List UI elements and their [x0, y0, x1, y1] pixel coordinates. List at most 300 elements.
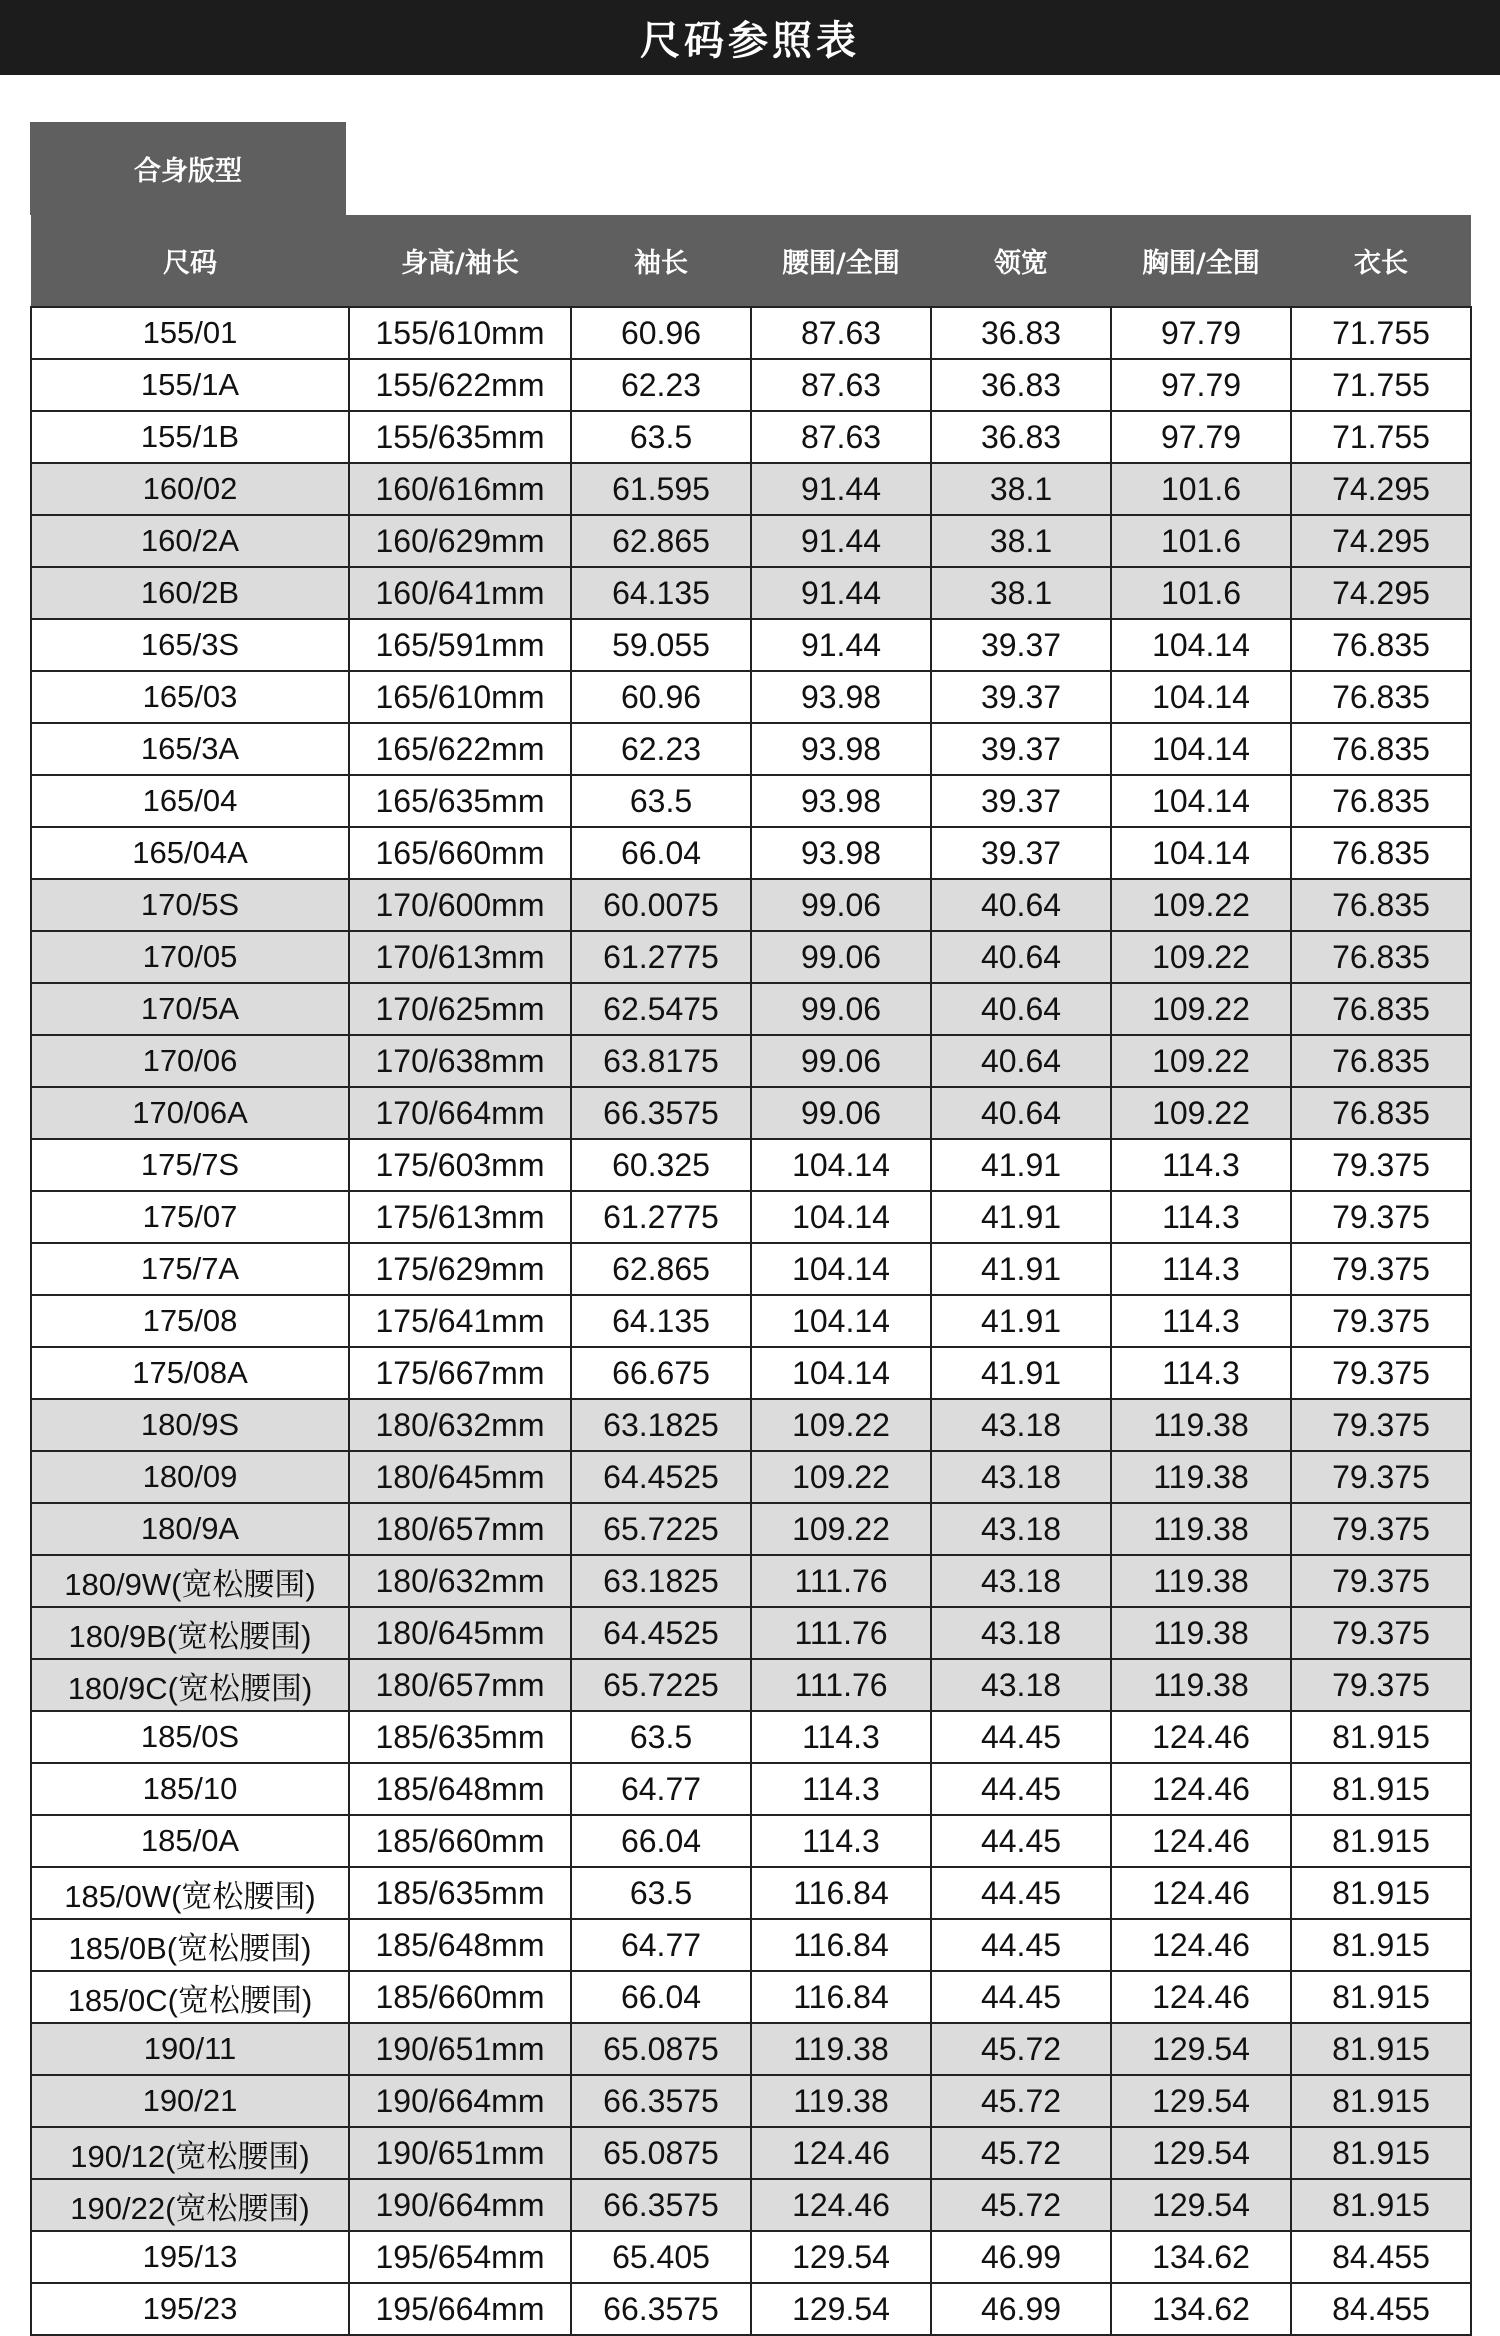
height-sleeve-cell: 165/622mm: [349, 723, 571, 775]
table-row: [31, 879, 1471, 931]
length-cell: 76.835: [1291, 1035, 1471, 1087]
length-cell: 81.915: [1291, 1971, 1471, 2023]
sleeve-cell: 64.77: [571, 1763, 751, 1815]
length-cell: 79.375: [1291, 1295, 1471, 1347]
waist-cell: 99.06: [751, 1087, 931, 1139]
table-row: [31, 463, 1471, 515]
height-sleeve-cell: 170/638mm: [349, 1035, 571, 1087]
length-cell: 81.915: [1291, 2179, 1471, 2231]
height-sleeve-cell: 165/635mm: [349, 775, 571, 827]
length-cell: 71.755: [1291, 359, 1471, 411]
waist-cell: 104.14: [751, 1347, 931, 1399]
sleeve-cell: 64.135: [571, 1295, 751, 1347]
sleeve-cell: 62.23: [571, 723, 751, 775]
table-body: [31, 307, 1471, 2335]
table-row: [31, 2127, 1471, 2179]
table-row: [31, 1139, 1471, 1191]
waist-cell: 111.76: [751, 1607, 931, 1659]
height-sleeve-cell: 195/664mm: [349, 2283, 571, 2335]
size-cell: 175/7A: [31, 1243, 349, 1295]
size-cell: 175/08: [31, 1295, 349, 1347]
chest-cell: 104.14: [1111, 827, 1291, 879]
chest-cell: 124.46: [1111, 1711, 1291, 1763]
size-cell: 165/3A: [31, 723, 349, 775]
table-row: [31, 1503, 1471, 1555]
table-row: [31, 2179, 1471, 2231]
waist-cell: 116.84: [751, 1919, 931, 1971]
column-header-length: 衣长: [1291, 215, 1471, 307]
size-cell: 170/06: [31, 1035, 349, 1087]
collar-cell: 36.83: [931, 359, 1111, 411]
chest-cell: 119.38: [1111, 1451, 1291, 1503]
length-cell: 76.835: [1291, 671, 1471, 723]
height-sleeve-cell: 180/645mm: [349, 1451, 571, 1503]
size-cell: 190/11: [31, 2023, 349, 2075]
collar-cell: 41.91: [931, 1347, 1111, 1399]
table-row: [31, 983, 1471, 1035]
chest-cell: 124.46: [1111, 1919, 1291, 1971]
length-cell: 76.835: [1291, 775, 1471, 827]
height-sleeve-cell: 195/654mm: [349, 2231, 571, 2283]
table-row: [31, 2231, 1471, 2283]
sleeve-cell: 66.04: [571, 1815, 751, 1867]
collar-cell: 38.1: [931, 567, 1111, 619]
waist-cell: 116.84: [751, 1867, 931, 1919]
chest-cell: 114.3: [1111, 1243, 1291, 1295]
length-cell: 84.455: [1291, 2283, 1471, 2335]
size-cell: 175/08A: [31, 1347, 349, 1399]
height-sleeve-cell: 180/645mm: [349, 1607, 571, 1659]
waist-cell: 87.63: [751, 359, 931, 411]
collar-cell: 39.37: [931, 827, 1111, 879]
collar-cell: 36.83: [931, 307, 1111, 359]
size-cell: 170/05: [31, 931, 349, 983]
waist-cell: 104.14: [751, 1139, 931, 1191]
chest-cell: 129.54: [1111, 2179, 1291, 2231]
collar-cell: 44.45: [931, 1711, 1111, 1763]
length-cell: 81.915: [1291, 2075, 1471, 2127]
sleeve-cell: 66.04: [571, 1971, 751, 2023]
waist-cell: 87.63: [751, 307, 931, 359]
waist-cell: 129.54: [751, 2283, 931, 2335]
chest-cell: 104.14: [1111, 723, 1291, 775]
waist-cell: 91.44: [751, 567, 931, 619]
table-row: [31, 775, 1471, 827]
length-cell: 81.915: [1291, 1867, 1471, 1919]
table-row: [31, 1295, 1471, 1347]
chest-cell: 129.54: [1111, 2075, 1291, 2127]
chest-cell: 134.62: [1111, 2283, 1291, 2335]
length-cell: 79.375: [1291, 1139, 1471, 1191]
size-cell: 160/2A: [31, 515, 349, 567]
collar-cell: 39.37: [931, 671, 1111, 723]
chest-cell: 97.79: [1111, 411, 1291, 463]
collar-cell: 43.18: [931, 1555, 1111, 1607]
table-row: [31, 2283, 1471, 2335]
chest-cell: 109.22: [1111, 1035, 1291, 1087]
table-row: [31, 567, 1471, 619]
size-cell: 180/09: [31, 1451, 349, 1503]
column-header-waist: 腰围/全围: [751, 215, 931, 307]
length-cell: 76.835: [1291, 619, 1471, 671]
height-sleeve-cell: 175/603mm: [349, 1139, 571, 1191]
table-row: [31, 1555, 1471, 1607]
sleeve-cell: 65.7225: [571, 1503, 751, 1555]
height-sleeve-cell: 190/664mm: [349, 2075, 571, 2127]
size-cell: 185/0C(宽松腰围): [31, 1971, 349, 2023]
size-cell: 165/04: [31, 775, 349, 827]
table-row: [31, 1451, 1471, 1503]
table-row: [31, 1867, 1471, 1919]
length-cell: 74.295: [1291, 515, 1471, 567]
length-cell: 79.375: [1291, 1347, 1471, 1399]
chest-cell: 104.14: [1111, 775, 1291, 827]
length-cell: 81.915: [1291, 2127, 1471, 2179]
column-header-size: 尺码: [31, 215, 349, 307]
size-cell: 195/13: [31, 2231, 349, 2283]
column-header-sleeve: 袖长: [571, 215, 751, 307]
length-cell: 79.375: [1291, 1451, 1471, 1503]
chest-cell: 119.38: [1111, 1503, 1291, 1555]
sleeve-cell: 63.1825: [571, 1555, 751, 1607]
waist-cell: 129.54: [751, 2231, 931, 2283]
collar-cell: 43.18: [931, 1399, 1111, 1451]
sleeve-cell: 64.77: [571, 1919, 751, 1971]
length-cell: 76.835: [1291, 827, 1471, 879]
sleeve-cell: 61.2775: [571, 1191, 751, 1243]
collar-cell: 44.45: [931, 1971, 1111, 2023]
length-cell: 71.755: [1291, 307, 1471, 359]
table-row: [31, 931, 1471, 983]
collar-cell: 39.37: [931, 775, 1111, 827]
chest-cell: 114.3: [1111, 1139, 1291, 1191]
waist-cell: 109.22: [751, 1503, 931, 1555]
size-cell: 180/9B(宽松腰围): [31, 1607, 349, 1659]
table-row: [31, 1711, 1471, 1763]
height-sleeve-cell: 185/660mm: [349, 1815, 571, 1867]
chest-cell: 101.6: [1111, 567, 1291, 619]
collar-cell: 44.45: [931, 1763, 1111, 1815]
table-row: [31, 359, 1471, 411]
length-cell: 79.375: [1291, 1191, 1471, 1243]
sleeve-cell: 66.675: [571, 1347, 751, 1399]
height-sleeve-cell: 185/635mm: [349, 1711, 571, 1763]
height-sleeve-cell: 175/629mm: [349, 1243, 571, 1295]
size-cell: 190/22(宽松腰围): [31, 2179, 349, 2231]
page-title: 尺码参照表: [0, 0, 1500, 75]
length-cell: 76.835: [1291, 1087, 1471, 1139]
length-cell: 79.375: [1291, 1555, 1471, 1607]
table-row: [31, 1607, 1471, 1659]
chest-cell: 109.22: [1111, 879, 1291, 931]
length-cell: 81.915: [1291, 1815, 1471, 1867]
height-sleeve-cell: 180/632mm: [349, 1399, 571, 1451]
sleeve-cell: 62.865: [571, 1243, 751, 1295]
collar-cell: 39.37: [931, 619, 1111, 671]
chest-cell: 129.54: [1111, 2023, 1291, 2075]
sleeve-cell: 66.3575: [571, 2179, 751, 2231]
size-cell: 185/0B(宽松腰围): [31, 1919, 349, 1971]
height-sleeve-cell: 155/610mm: [349, 307, 571, 359]
chest-cell: 119.38: [1111, 1555, 1291, 1607]
table-row: [31, 2075, 1471, 2127]
height-sleeve-cell: 185/660mm: [349, 1971, 571, 2023]
length-cell: 84.455: [1291, 2231, 1471, 2283]
waist-cell: 99.06: [751, 879, 931, 931]
collar-cell: 40.64: [931, 1087, 1111, 1139]
collar-cell: 45.72: [931, 2127, 1111, 2179]
collar-cell: 46.99: [931, 2283, 1111, 2335]
sleeve-cell: 61.595: [571, 463, 751, 515]
height-sleeve-cell: 190/664mm: [349, 2179, 571, 2231]
waist-cell: 111.76: [751, 1659, 931, 1711]
sleeve-cell: 64.4525: [571, 1451, 751, 1503]
size-cell: 155/1A: [31, 359, 349, 411]
length-cell: 76.835: [1291, 723, 1471, 775]
height-sleeve-cell: 165/660mm: [349, 827, 571, 879]
sleeve-cell: 62.5475: [571, 983, 751, 1035]
sleeve-cell: 63.5: [571, 411, 751, 463]
collar-cell: 44.45: [931, 1867, 1111, 1919]
chest-cell: 124.46: [1111, 1763, 1291, 1815]
length-cell: 79.375: [1291, 1607, 1471, 1659]
table-row: [31, 411, 1471, 463]
height-sleeve-cell: 170/664mm: [349, 1087, 571, 1139]
sleeve-cell: 59.055: [571, 619, 751, 671]
height-sleeve-cell: 160/629mm: [349, 515, 571, 567]
table-row: [31, 1971, 1471, 2023]
waist-cell: 114.3: [751, 1815, 931, 1867]
length-cell: 81.915: [1291, 2023, 1471, 2075]
size-cell: 185/0S: [31, 1711, 349, 1763]
waist-cell: 124.46: [751, 2127, 931, 2179]
size-cell: 165/03: [31, 671, 349, 723]
collar-cell: 40.64: [931, 1035, 1111, 1087]
table-row: [31, 515, 1471, 567]
collar-cell: 36.83: [931, 411, 1111, 463]
table-header-row: [31, 215, 1471, 307]
length-cell: 79.375: [1291, 1503, 1471, 1555]
sleeve-cell: 60.96: [571, 671, 751, 723]
sleeve-cell: 64.135: [571, 567, 751, 619]
height-sleeve-cell: 170/600mm: [349, 879, 571, 931]
sleeve-cell: 66.3575: [571, 2075, 751, 2127]
height-sleeve-cell: 190/651mm: [349, 2127, 571, 2179]
waist-cell: 91.44: [751, 463, 931, 515]
table-row: [31, 1659, 1471, 1711]
chest-cell: 114.3: [1111, 1347, 1291, 1399]
waist-cell: 119.38: [751, 2023, 931, 2075]
height-sleeve-cell: 180/657mm: [349, 1503, 571, 1555]
waist-cell: 91.44: [751, 619, 931, 671]
length-cell: 71.755: [1291, 411, 1471, 463]
height-sleeve-cell: 185/635mm: [349, 1867, 571, 1919]
chest-cell: 101.6: [1111, 515, 1291, 567]
sleeve-cell: 63.5: [571, 1711, 751, 1763]
size-cell: 165/04A: [31, 827, 349, 879]
length-cell: 79.375: [1291, 1659, 1471, 1711]
sleeve-cell: 62.865: [571, 515, 751, 567]
sleeve-cell: 63.5: [571, 775, 751, 827]
table-row: [31, 307, 1471, 359]
waist-cell: 114.3: [751, 1763, 931, 1815]
sleeve-cell: 63.1825: [571, 1399, 751, 1451]
sleeve-cell: 66.3575: [571, 1087, 751, 1139]
length-cell: 74.295: [1291, 567, 1471, 619]
size-cell: 185/0A: [31, 1815, 349, 1867]
size-cell: 160/2B: [31, 567, 349, 619]
waist-cell: 111.76: [751, 1555, 931, 1607]
table-row: [31, 1035, 1471, 1087]
column-header-collar: 领宽: [931, 215, 1111, 307]
column-header-height-sleeve: 身高/袖长: [349, 215, 571, 307]
chest-cell: 134.62: [1111, 2231, 1291, 2283]
table-row: [31, 723, 1471, 775]
chest-cell: 119.38: [1111, 1659, 1291, 1711]
length-cell: 74.295: [1291, 463, 1471, 515]
chest-cell: 109.22: [1111, 931, 1291, 983]
waist-cell: 109.22: [751, 1399, 931, 1451]
waist-cell: 116.84: [751, 1971, 931, 2023]
height-sleeve-cell: 160/616mm: [349, 463, 571, 515]
table-row: [31, 827, 1471, 879]
table-row: [31, 671, 1471, 723]
column-header-chest: 胸围/全围: [1111, 215, 1291, 307]
size-cell: 155/1B: [31, 411, 349, 463]
height-sleeve-cell: 165/610mm: [349, 671, 571, 723]
table-row: [31, 1243, 1471, 1295]
collar-cell: 41.91: [931, 1295, 1111, 1347]
size-cell: 165/3S: [31, 619, 349, 671]
chest-cell: 119.38: [1111, 1607, 1291, 1659]
waist-cell: 99.06: [751, 931, 931, 983]
collar-cell: 41.91: [931, 1191, 1111, 1243]
sleeve-cell: 65.405: [571, 2231, 751, 2283]
collar-cell: 45.72: [931, 2179, 1111, 2231]
sleeve-cell: 65.0875: [571, 2127, 751, 2179]
chest-cell: 101.6: [1111, 463, 1291, 515]
waist-cell: 104.14: [751, 1295, 931, 1347]
sleeve-cell: 66.04: [571, 827, 751, 879]
sleeve-cell: 66.3575: [571, 2283, 751, 2335]
table-row: [31, 1919, 1471, 1971]
collar-cell: 46.99: [931, 2231, 1111, 2283]
height-sleeve-cell: 155/635mm: [349, 411, 571, 463]
size-cell: 180/9W(宽松腰围): [31, 1555, 349, 1607]
collar-cell: 41.91: [931, 1139, 1111, 1191]
collar-cell: 41.91: [931, 1243, 1111, 1295]
height-sleeve-cell: 185/648mm: [349, 1763, 571, 1815]
length-cell: 81.915: [1291, 1763, 1471, 1815]
table-row: [31, 1763, 1471, 1815]
collar-cell: 40.64: [931, 879, 1111, 931]
waist-cell: 87.63: [751, 411, 931, 463]
size-cell: 155/01: [31, 307, 349, 359]
waist-cell: 104.14: [751, 1243, 931, 1295]
chest-cell: 109.22: [1111, 1087, 1291, 1139]
chest-cell: 124.46: [1111, 1867, 1291, 1919]
size-cell: 185/0W(宽松腰围): [31, 1867, 349, 1919]
waist-cell: 91.44: [751, 515, 931, 567]
sleeve-cell: 60.325: [571, 1139, 751, 1191]
waist-cell: 93.98: [751, 827, 931, 879]
length-cell: 81.915: [1291, 1919, 1471, 1971]
waist-cell: 93.98: [751, 671, 931, 723]
height-sleeve-cell: 180/657mm: [349, 1659, 571, 1711]
sleeve-cell: 65.7225: [571, 1659, 751, 1711]
chest-cell: 129.54: [1111, 2127, 1291, 2179]
chest-cell: 124.46: [1111, 1971, 1291, 2023]
collar-cell: 45.72: [931, 2023, 1111, 2075]
chest-cell: 104.14: [1111, 671, 1291, 723]
length-cell: 79.375: [1291, 1399, 1471, 1451]
waist-cell: 104.14: [751, 1191, 931, 1243]
height-sleeve-cell: 170/625mm: [349, 983, 571, 1035]
size-cell: 180/9S: [31, 1399, 349, 1451]
waist-cell: 93.98: [751, 775, 931, 827]
table-row: [31, 1347, 1471, 1399]
collar-cell: 43.18: [931, 1503, 1111, 1555]
collar-cell: 38.1: [931, 463, 1111, 515]
size-cell: 190/12(宽松腰围): [31, 2127, 349, 2179]
height-sleeve-cell: 170/613mm: [349, 931, 571, 983]
collar-cell: 39.37: [931, 723, 1111, 775]
table-row: [31, 1399, 1471, 1451]
size-chart-table: [30, 215, 1472, 2336]
table-row: [31, 619, 1471, 671]
waist-cell: 119.38: [751, 2075, 931, 2127]
chest-cell: 114.3: [1111, 1191, 1291, 1243]
waist-cell: 99.06: [751, 983, 931, 1035]
chest-cell: 119.38: [1111, 1399, 1291, 1451]
collar-cell: 40.64: [931, 983, 1111, 1035]
table-row: [31, 1087, 1471, 1139]
chest-cell: 97.79: [1111, 307, 1291, 359]
height-sleeve-cell: 185/648mm: [349, 1919, 571, 1971]
sleeve-cell: 61.2775: [571, 931, 751, 983]
collar-cell: 45.72: [931, 2075, 1111, 2127]
table-row: [31, 1815, 1471, 1867]
height-sleeve-cell: 175/667mm: [349, 1347, 571, 1399]
height-sleeve-cell: 160/641mm: [349, 567, 571, 619]
height-sleeve-cell: 180/632mm: [349, 1555, 571, 1607]
collar-cell: 44.45: [931, 1815, 1111, 1867]
size-cell: 160/02: [31, 463, 349, 515]
sleeve-cell: 63.8175: [571, 1035, 751, 1087]
waist-cell: 99.06: [751, 1035, 931, 1087]
length-cell: 79.375: [1291, 1243, 1471, 1295]
waist-cell: 109.22: [751, 1451, 931, 1503]
sleeve-cell: 60.0075: [571, 879, 751, 931]
size-cell: 170/5S: [31, 879, 349, 931]
size-cell: 180/9A: [31, 1503, 349, 1555]
table-row: [31, 1191, 1471, 1243]
waist-cell: 93.98: [751, 723, 931, 775]
height-sleeve-cell: 190/651mm: [349, 2023, 571, 2075]
height-sleeve-cell: 175/613mm: [349, 1191, 571, 1243]
waist-cell: 124.46: [751, 2179, 931, 2231]
size-cell: 170/06A: [31, 1087, 349, 1139]
waist-cell: 114.3: [751, 1711, 931, 1763]
collar-cell: 44.45: [931, 1919, 1111, 1971]
size-cell: 190/21: [31, 2075, 349, 2127]
fit-type-label: 合身版型: [30, 122, 346, 215]
height-sleeve-cell: 155/622mm: [349, 359, 571, 411]
collar-cell: 43.18: [931, 1451, 1111, 1503]
sleeve-cell: 60.96: [571, 307, 751, 359]
size-cell: 195/23: [31, 2283, 349, 2335]
size-cell: 180/9C(宽松腰围): [31, 1659, 349, 1711]
